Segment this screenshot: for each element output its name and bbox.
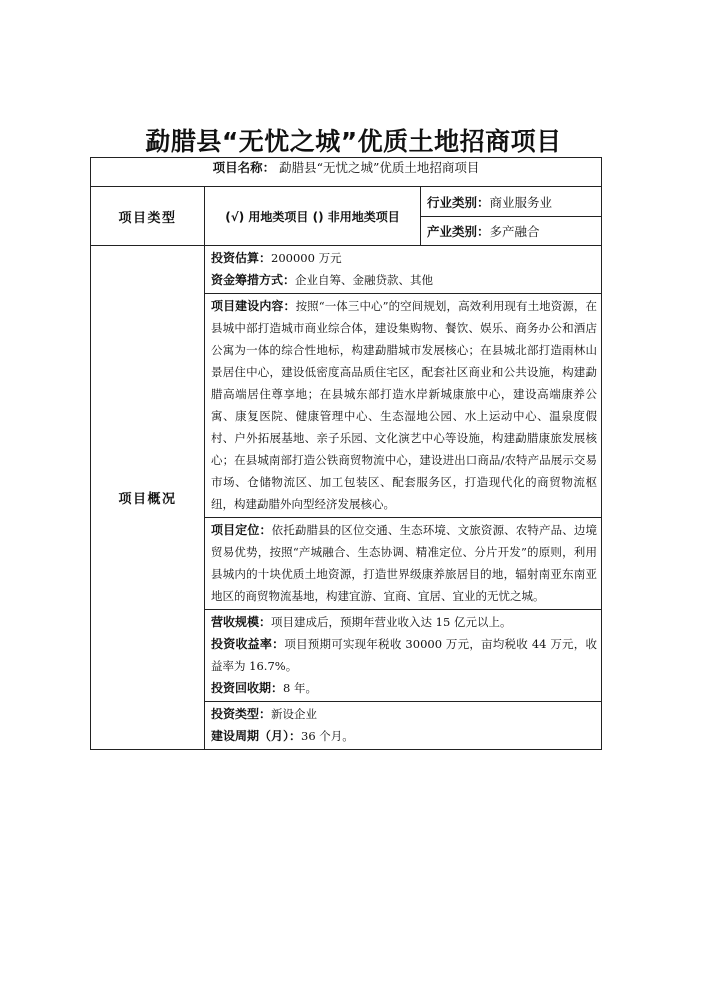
period-value: 36 个月。	[301, 729, 354, 743]
payback-line	[211, 677, 597, 699]
investment-label: 投资估算：	[211, 251, 272, 265]
revenue-value: 项目建成后，预期年营业收入达 15 亿元以上。	[271, 615, 512, 629]
industry-cell	[421, 187, 602, 217]
investment-section	[205, 246, 602, 294]
revenue-line	[211, 611, 597, 633]
positioning-section	[205, 518, 602, 610]
investment-line	[211, 247, 597, 269]
invest-type-value: 新设企业	[271, 707, 318, 721]
project-type-label: 项目类型	[91, 187, 205, 246]
project-name-label: 项目名称：	[212, 160, 276, 175]
return-line	[211, 633, 597, 677]
period-line	[211, 725, 597, 747]
investment-value: 200000 万元	[271, 251, 342, 265]
positioning-paragraph	[211, 519, 597, 607]
return-value: 项目预期可实现年税收 30000 万元，亩均税收 44 万元，收益率为 16.7%。	[211, 637, 597, 673]
return-label: 投资收益率：	[211, 637, 285, 651]
land-use-option: (√) 用地类项目 () 非用地类项目	[225, 209, 400, 224]
land-use-cell	[205, 187, 421, 246]
content-section	[205, 294, 602, 518]
sector-value: 多产融合	[489, 224, 540, 239]
project-name-value: 勐腊县“无忧之城”优质土地招商项目	[279, 160, 480, 175]
document-title: 勐腊县“无忧之城”优质土地招商项目	[145, 127, 562, 156]
project-name-row	[91, 158, 602, 187]
industry-value: 商业服务业	[489, 194, 553, 210]
project-type-row-1	[91, 187, 602, 217]
industry-label: 行业类别：	[427, 194, 490, 210]
revenue-label: 营收规模：	[211, 615, 272, 629]
funding-line	[211, 269, 597, 291]
overview-row-investment	[91, 246, 602, 294]
project-info-table	[90, 157, 602, 750]
invest-type-line	[211, 703, 597, 725]
positioning-label: 项目定位：	[211, 523, 272, 537]
content-value: 按照“一体三中心”的空间规划，高效利用现有土地资源，在县城中部打造城市商业综合体，建设集购物、餐饮、娱乐、商务办公和酒店公寓为一体的综合性地标，构建勐腊城市发展核心；在县城北部打造雨林山景居住中心，建设低密度高品质住宅区，配套社区商业和公共设施，构建勐腊高端居住尊享地；在县城东部打造水岸新城康旅中心，建设高端康养公寓、康复医院、健康管理中心、生态湿地公园、水上运动中心、温泉度假村、户外拓展基地、亲子乐园、文化演艺中心等设施，构建勐腊康旅发展核心；在县城南部打造公铁商贸物流中心，建设进出口商品/农特产品展示交易市场、仓储物流区、加工包装区、配套服务区，打造现代化的商贸物流枢纽，构建勐腊外向型经济发展核心。	[211, 299, 597, 511]
funding-label: 资金筹措方式：	[211, 273, 296, 287]
period-label: 建设周期（月）：	[211, 729, 302, 743]
overview-label: 项目概况	[91, 246, 205, 750]
sector-label: 产业类别：	[427, 224, 490, 239]
sector-cell	[421, 217, 602, 246]
invest-type-section	[205, 702, 602, 750]
project-name-cell	[91, 158, 602, 187]
funding-value: 企业自筹、金融贷款、其他	[295, 273, 434, 287]
payback-value: 8 年。	[283, 681, 317, 695]
payback-label: 投资回收期：	[211, 681, 284, 695]
invest-type-label: 投资类型：	[211, 707, 272, 721]
positioning-value: 依托勐腊县的区位交通、生态环境、文旅资源、农特产品、边境贸易优势，按照“产城融合、生态协调、精准定位、分片开发”的原则，利用县城内的十块优质土地资源，打造世界级康养旅居目的地，辐射南亚东南亚地区的商贸物流基地，构建宜游、宜商、宜居、宜业的无忧之城。	[211, 523, 597, 603]
content-paragraph	[211, 295, 597, 515]
content-label: 项目建设内容：	[211, 299, 296, 313]
revenue-section	[205, 610, 602, 702]
